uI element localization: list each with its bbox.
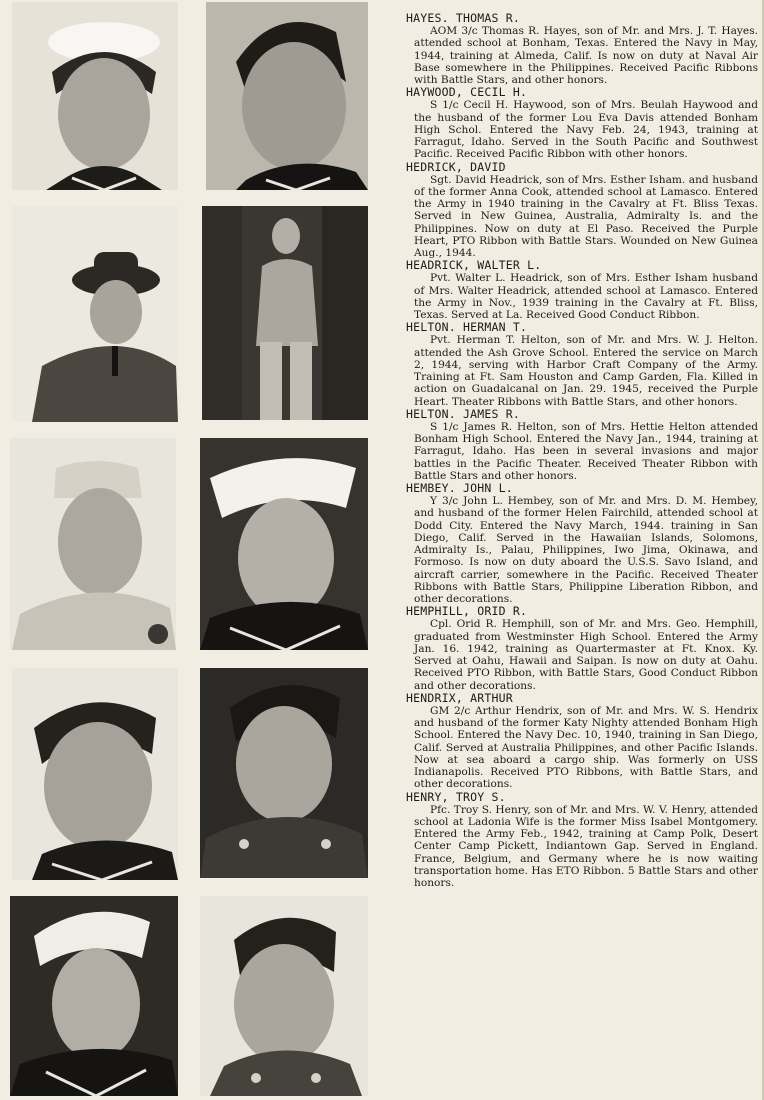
bio-name: HAYES. THOMAS R. [406, 11, 520, 25]
portrait-image [206, 2, 368, 190]
portrait-image [200, 668, 368, 878]
portrait-image [10, 896, 178, 1096]
bio-entry-hendrix [406, 692, 758, 791]
bio-name: HELTON. JAMES R. [406, 406, 520, 421]
portrait-photo-haywood [206, 2, 368, 190]
bio-entry-hemphill [406, 605, 758, 692]
bio-text: Pfc. Troy S. Henry, son of Mr. and Mrs. W. V. Henry, attended school at Ladonia Wife is the former Miss Isabel Montgomery. Entered the Army Feb., 1942, training at Camp Polk, Desert Center Camp Pickett, Indiantown Gap. Served in England. France, Belgium, and Germany where he is now waiting transportation home. Has ETO Ribbon. 5 Battle Stars and other honors. [414, 803, 758, 889]
biography-column [406, 12, 758, 889]
bio-text: AOM 3/c Thomas R. Hayes, son of Mr. and Mrs. J. T. Hayes. attended school at Bonham, Texas. Entered the Navy in May, 1944, training at Almeda, Calif. Is now on duty at Naval Air Base somewhere in the Philippines. Received Pacific Ribbons with Battle Stars, and other honors. [414, 25, 758, 86]
bio-text: Y 3/c John L. Hembey, son of Mr. and Mrs. D. M. Hembey, and husband of the former Helen Fairchild, attended school at Dodd City. Entered the Navy March, 1944. training in San Diego, Calif. Served in the Hawaiian Islands, Solomons, Admiralty Is., Palau, Philippines, Iwo Jima, Okinawa, and Formoso. Is now on duty aboard the U.S.S. Savo Island, and aircraft carrier, somewhere in the Pacific. Received Theater Ribbons with Battle Stars, Philippine Liberation Ribbon, and other decorations. [414, 495, 758, 605]
bio-entry-henry [406, 791, 758, 890]
portrait-photo-hemphill [200, 668, 368, 878]
bio-name: HENDRIX, ARTHUR [406, 690, 513, 705]
portrait-image [200, 896, 368, 1096]
bio-name: HEMBEY. JOHN L. [406, 481, 513, 495]
portrait-photo-hendrix [10, 896, 178, 1096]
bio-name: HEADRICK, WALTER L. [406, 258, 542, 273]
bio-entry-headrick [406, 259, 758, 321]
bio-text: GM 2/c Arthur Hendrix, son of Mr. and Mrs. W. S. Hendrix and husband of the former Katy Nighty attended Bonham High School. Entered the Navy Dec. 10, 1940, training in San Diego, Calif. Served at Australia Philippines, and other Pacific Islands. Now at sea aboard a cargo ship. Was formerly on USS Indianapolis. Received PTO Ribbons, with Battle Stars, and other decorations. [414, 704, 758, 791]
bio-entry-haywood [406, 86, 758, 160]
portrait-image [12, 668, 178, 880]
bio-entry-helton-james [406, 408, 758, 482]
portrait-photo-helton-herman [10, 438, 176, 650]
portrait-photo-henry [200, 896, 368, 1096]
bio-text: Pvt. Walter L. Headrick, son of Mrs. Esther Isham husband of Mrs. Walter Headrick, attended school at Lamasco. Entered the Army in Nov., 1939 training in the Cavalry at Ft. Bliss, Texas. Served at La. Received Good Conduct Ribbon. [414, 272, 758, 321]
portrait-photo-hayes [12, 2, 178, 190]
portrait-photo-headrick [202, 206, 368, 420]
portrait-photo-hedrick [12, 206, 178, 422]
bio-text: Cpl. Orid R. Hemphill, son of Mr. and Mrs. Geo. Hemphill, graduated from Westminster High School. Entered the Army Jan. 16. 1942, training as Quartermaster at Ft. Knox. Ky. Served at Oahu, Hawaii and Saipan. Is now on duty at Oahu. Received PTO Ribbon, with Battle Stars, Good Conduct Ribbon and other decorations. [414, 618, 758, 692]
portrait-image [12, 2, 178, 190]
bio-entry-hedrick [406, 161, 758, 260]
bio-name: HAYWOOD, CECIL H. [406, 85, 528, 100]
bio-name: HENRY, TROY S. [406, 789, 506, 804]
portrait-image [12, 206, 178, 422]
bio-entry-hembey [406, 482, 758, 605]
bio-text: Pvt. Herman T. Helton, son of Mr. and Mrs. W. J. Helton. attended the Ash Grove School. Entered the service on March 2, 1944, serving with Harbor Craft Company of the Army. Training at Ft. Sam Houston and Camp Garden, Fla. Killed in action on Guadalcanal on Jan. 29. 1945, received the Purple Heart. Theater Ribbons with Battle Stars, and other honors. [414, 334, 758, 408]
bio-name: HEMPHILL, ORID R. [406, 604, 528, 619]
portrait-photo-helton-james [200, 438, 368, 650]
portrait-photo-hembey [12, 668, 178, 880]
bio-text: S 1/c James R. Helton, son of Mrs. Hettie Helton attended Bonham High School. Entered the Navy Jan., 1944, training at Farragut, Idaho. Has been in several invasions and major battles in the Pacific Theater. Received Theater Ribbon with Battle Stars and other honors. [414, 420, 758, 482]
bio-entry-helton-herman [406, 321, 758, 408]
bio-text: Sgt. David Headrick, son of Mrs. Esther Isham. and husband of the former Anna Cook, attended school at Lamasco. Entered the Army in 1940 training in the Cavalry at Ft. Bliss Texas. Served in New Guinea, Australia, Admiralty Is. and the Philippines. Now on duty at El Paso. Received the Purple Heart, PTO Ribbon with Battle Stars. Wounded on New Guinea Aug., 1944. [414, 173, 758, 259]
bio-name: HELTON. HERMAN T. [406, 320, 528, 335]
bio-text: S 1/c Cecil H. Haywood, son of Mrs. Beulah Haywood and the husband of the former Lou Eva Davis attended Bonham High Schol. Entered the Navy Feb. 24, 1943, training at Farragut, Idaho. Served in the South Pacific and Southwest Pacific. Received Pacific Ribbon with other honors. [414, 99, 758, 161]
bio-name: HEDRICK, DAVID [406, 159, 506, 174]
portrait-image [202, 206, 368, 420]
bio-entry-hayes [406, 12, 758, 86]
portrait-image [200, 438, 368, 650]
portrait-image [10, 438, 176, 650]
